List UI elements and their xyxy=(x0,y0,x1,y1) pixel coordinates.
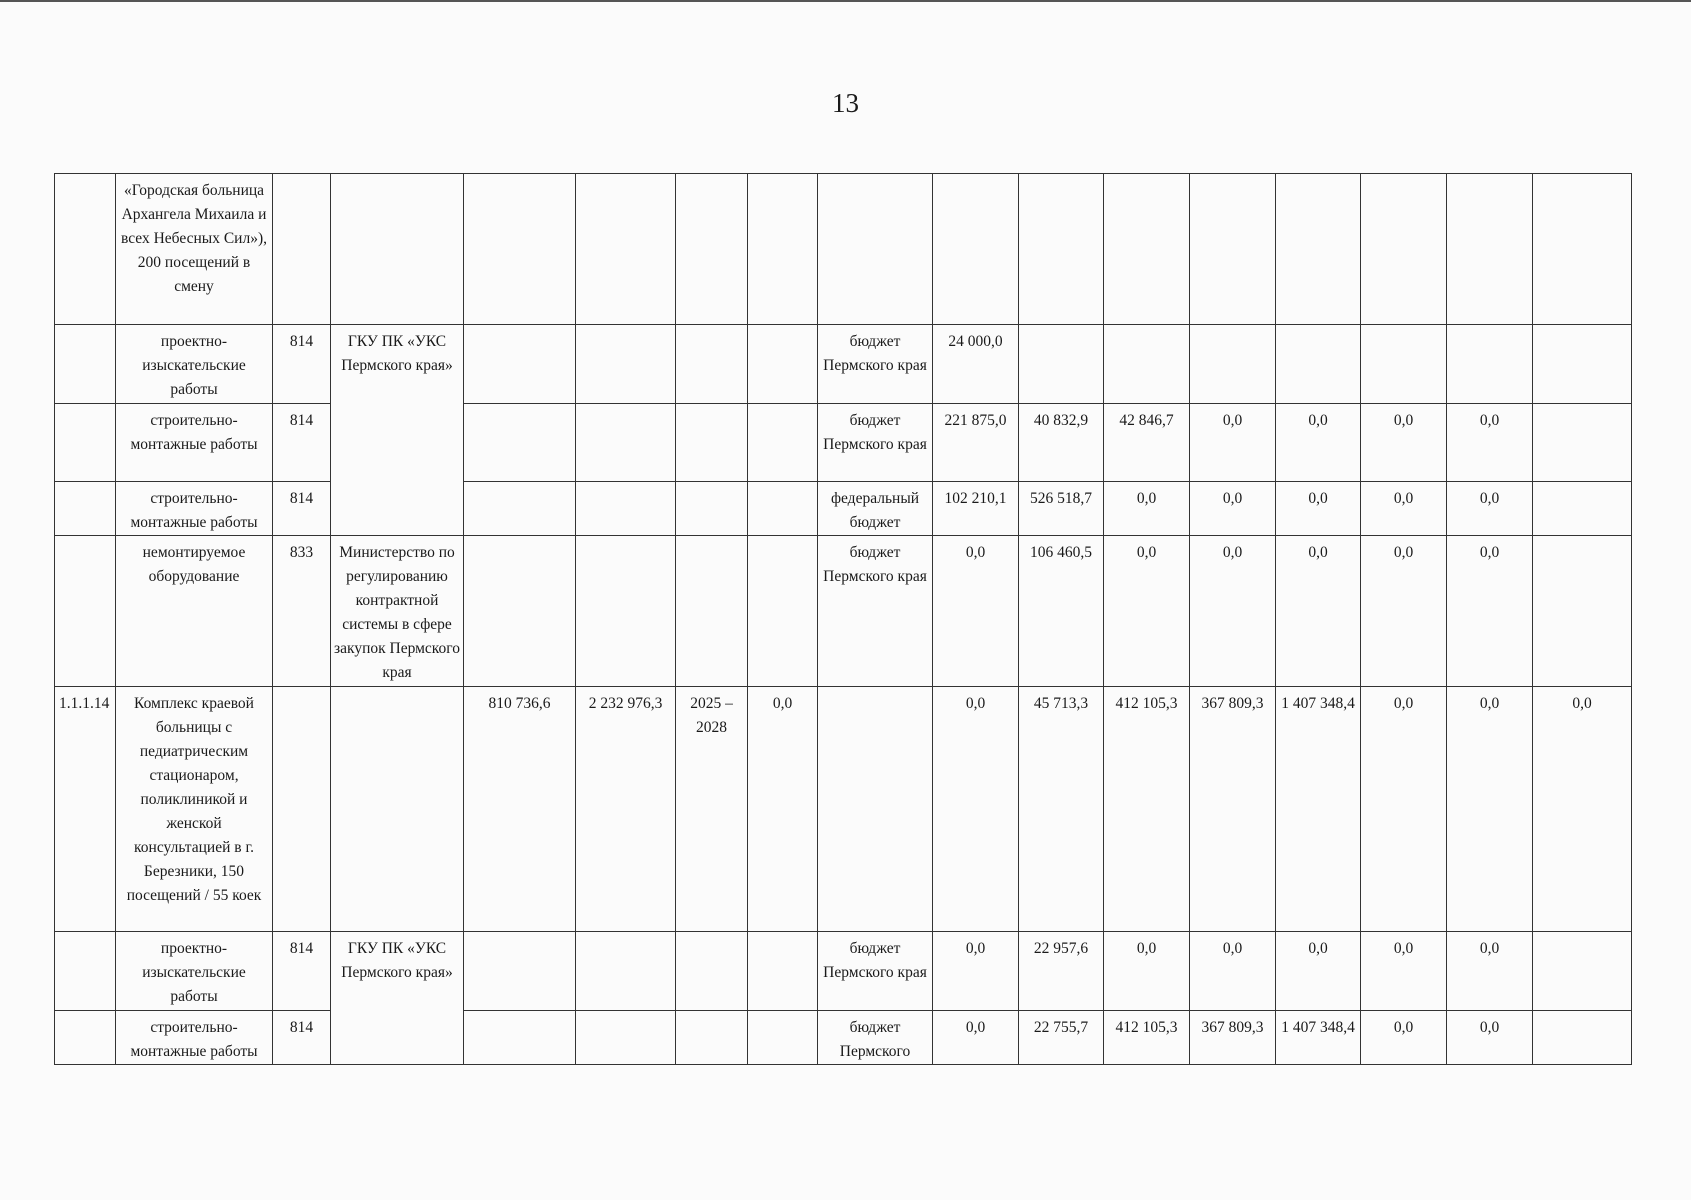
cell-amount: 1 407 348,4 xyxy=(1276,1011,1361,1065)
cell-amount: 106 460,5 xyxy=(1019,536,1104,687)
cell-funding-source: бюджет Пермского xyxy=(818,1011,933,1065)
cell-amount: 102 210,1 xyxy=(933,482,1019,536)
cell-amount xyxy=(1533,325,1632,404)
cell-amount: 412 105,3 xyxy=(1104,1011,1190,1065)
cell-value xyxy=(576,325,676,404)
cell-object-name: немонтируемое оборудование xyxy=(116,536,273,687)
cell-number xyxy=(55,325,116,404)
cell-value xyxy=(464,932,576,1011)
cell-number xyxy=(55,404,116,482)
cell-amount: 0,0 xyxy=(1104,482,1190,536)
cell-period xyxy=(676,536,748,687)
cell-period xyxy=(676,325,748,404)
cell-amount xyxy=(1361,325,1447,404)
cell-funding-source: бюджет Пермского края xyxy=(818,404,933,482)
cell-funding-source: бюджет Пермского края xyxy=(818,932,933,1011)
cell-object-name: «Городская больница Архангела Михаила и всех Небесных Сил»), 200 посещений в смену xyxy=(116,174,273,325)
cell-amount: 0,0 xyxy=(1361,1011,1447,1065)
cell-value xyxy=(464,174,576,325)
cell-object-name: строительно-монтажные работы xyxy=(116,1011,273,1065)
cell-amount xyxy=(1019,325,1104,404)
cell-value xyxy=(576,482,676,536)
cell-amount xyxy=(1533,174,1632,325)
cell-value xyxy=(576,174,676,325)
cell-organization: ГКУ ПК «УКС Пермского края» xyxy=(331,932,464,1065)
page-top-edge xyxy=(0,0,1691,2)
cell-period xyxy=(676,174,748,325)
cell-amount: 0,0 xyxy=(933,536,1019,687)
cell-amount: 0,0 xyxy=(1361,482,1447,536)
cell-value: 810 736,6 xyxy=(464,687,576,932)
cell-object-name: проектно-изыскательские работы xyxy=(116,325,273,404)
cell-number: 1.1.1.14 xyxy=(55,687,116,932)
cell-value xyxy=(576,536,676,687)
cell-amount: 0,0 xyxy=(933,687,1019,932)
cell-funding-source: бюджет Пермского края xyxy=(818,325,933,404)
cell-amount: 0,0 xyxy=(1447,932,1533,1011)
cell-amount: 22 957,6 xyxy=(1019,932,1104,1011)
cell-amount: 1 407 348,4 xyxy=(1276,687,1361,932)
cell-code: 833 xyxy=(273,536,331,687)
cell-funding-source xyxy=(818,687,933,932)
cell-amount: 0,0 xyxy=(1190,932,1276,1011)
cell-value xyxy=(576,932,676,1011)
cell-organization xyxy=(331,174,464,325)
cell-organization: ГКУ ПК «УКС Пермского края» xyxy=(331,325,464,536)
cell-object-name: Комплекс краевой больницы с педиатрическим стационаром, поликлиникой и женской консультацией в г. Березники, 150 посещений / 55 коек xyxy=(116,687,273,932)
cell-amount xyxy=(1533,536,1632,687)
cell-amount xyxy=(1104,325,1190,404)
cell-amount xyxy=(1533,482,1632,536)
cell-value xyxy=(748,482,818,536)
cell-amount: 367 809,3 xyxy=(1190,1011,1276,1065)
cell-value xyxy=(464,536,576,687)
funding-table xyxy=(54,173,1632,1065)
cell-amount: 0,0 xyxy=(1447,1011,1533,1065)
cell-amount: 0,0 xyxy=(1361,404,1447,482)
cell-amount xyxy=(1447,325,1533,404)
cell-amount xyxy=(1104,174,1190,325)
cell-value xyxy=(748,325,818,404)
table-row xyxy=(55,1011,1632,1065)
cell-object-name: строительно-монтажные работы xyxy=(116,482,273,536)
cell-amount xyxy=(933,174,1019,325)
cell-value: 0,0 xyxy=(748,687,818,932)
cell-amount: 367 809,3 xyxy=(1190,687,1276,932)
cell-amount xyxy=(1533,1011,1632,1065)
page-number: 13 xyxy=(832,88,859,118)
table-row xyxy=(55,482,1632,536)
cell-funding-source: федеральный бюджет xyxy=(818,482,933,536)
cell-code: 814 xyxy=(273,482,331,536)
cell-amount: 22 755,7 xyxy=(1019,1011,1104,1065)
cell-amount: 42 846,7 xyxy=(1104,404,1190,482)
cell-value xyxy=(464,404,576,482)
cell-amount: 412 105,3 xyxy=(1104,687,1190,932)
cell-object-name: строительно-монтажные работы xyxy=(116,404,273,482)
cell-amount: 0,0 xyxy=(1190,482,1276,536)
cell-code xyxy=(273,174,331,325)
cell-code xyxy=(273,687,331,932)
cell-amount xyxy=(1533,932,1632,1011)
cell-amount: 0,0 xyxy=(1447,687,1533,932)
cell-amount: 0,0 xyxy=(1276,404,1361,482)
cell-value xyxy=(748,404,818,482)
cell-object-name: проектно-изыскательские работы xyxy=(116,932,273,1011)
cell-number xyxy=(55,482,116,536)
table-row xyxy=(55,404,1632,482)
cell-amount: 40 832,9 xyxy=(1019,404,1104,482)
cell-amount: 0,0 xyxy=(1276,932,1361,1011)
cell-amount xyxy=(1276,174,1361,325)
table-row xyxy=(55,536,1632,687)
cell-amount: 0,0 xyxy=(1276,536,1361,687)
cell-amount: 0,0 xyxy=(933,1011,1019,1065)
cell-amount: 0,0 xyxy=(1361,687,1447,932)
cell-number xyxy=(55,174,116,325)
cell-code: 814 xyxy=(273,1011,331,1065)
cell-organization: Министерство по регулированию контрактной системы в сфере закупок Пермского края xyxy=(331,536,464,687)
cell-funding-source xyxy=(818,174,933,325)
cell-value xyxy=(464,1011,576,1065)
cell-code: 814 xyxy=(273,325,331,404)
cell-value xyxy=(576,404,676,482)
cell-number xyxy=(55,932,116,1011)
cell-value xyxy=(748,174,818,325)
cell-period xyxy=(676,932,748,1011)
cell-amount xyxy=(1533,404,1632,482)
cell-code: 814 xyxy=(273,404,331,482)
cell-value xyxy=(748,536,818,687)
cell-amount xyxy=(1190,174,1276,325)
cell-period xyxy=(676,404,748,482)
cell-period xyxy=(676,482,748,536)
cell-amount: 0,0 xyxy=(1190,536,1276,687)
cell-amount: 0,0 xyxy=(1190,404,1276,482)
cell-value xyxy=(576,1011,676,1065)
cell-funding-source: бюджет Пермского края xyxy=(818,536,933,687)
cell-amount xyxy=(1361,174,1447,325)
cell-value xyxy=(464,325,576,404)
cell-amount: 0,0 xyxy=(1104,536,1190,687)
cell-amount: 0,0 xyxy=(1104,932,1190,1011)
table-row xyxy=(55,174,1632,325)
cell-value xyxy=(464,482,576,536)
cell-amount: 0,0 xyxy=(1533,687,1632,932)
cell-period xyxy=(676,1011,748,1065)
cell-value: 2 232 976,3 xyxy=(576,687,676,932)
cell-amount: 0,0 xyxy=(1447,404,1533,482)
cell-number xyxy=(55,536,116,687)
table-row xyxy=(55,932,1632,1011)
cell-code: 814 xyxy=(273,932,331,1011)
cell-amount xyxy=(1276,325,1361,404)
table-row xyxy=(55,687,1632,932)
cell-value xyxy=(748,932,818,1011)
cell-amount: 0,0 xyxy=(1361,536,1447,687)
cell-amount: 221 875,0 xyxy=(933,404,1019,482)
cell-amount: 0,0 xyxy=(1276,482,1361,536)
cell-number xyxy=(55,1011,116,1065)
cell-amount xyxy=(1019,174,1104,325)
cell-period: 2025 – 2028 xyxy=(676,687,748,932)
cell-amount xyxy=(1190,325,1276,404)
cell-amount: 24 000,0 xyxy=(933,325,1019,404)
cell-value xyxy=(748,1011,818,1065)
cell-amount: 0,0 xyxy=(933,932,1019,1011)
cell-organization xyxy=(331,687,464,932)
cell-amount xyxy=(1447,174,1533,325)
cell-amount: 0,0 xyxy=(1361,932,1447,1011)
cell-amount: 526 518,7 xyxy=(1019,482,1104,536)
table-row xyxy=(55,325,1632,404)
cell-amount: 0,0 xyxy=(1447,536,1533,687)
cell-amount: 45 713,3 xyxy=(1019,687,1104,932)
cell-amount: 0,0 xyxy=(1447,482,1533,536)
